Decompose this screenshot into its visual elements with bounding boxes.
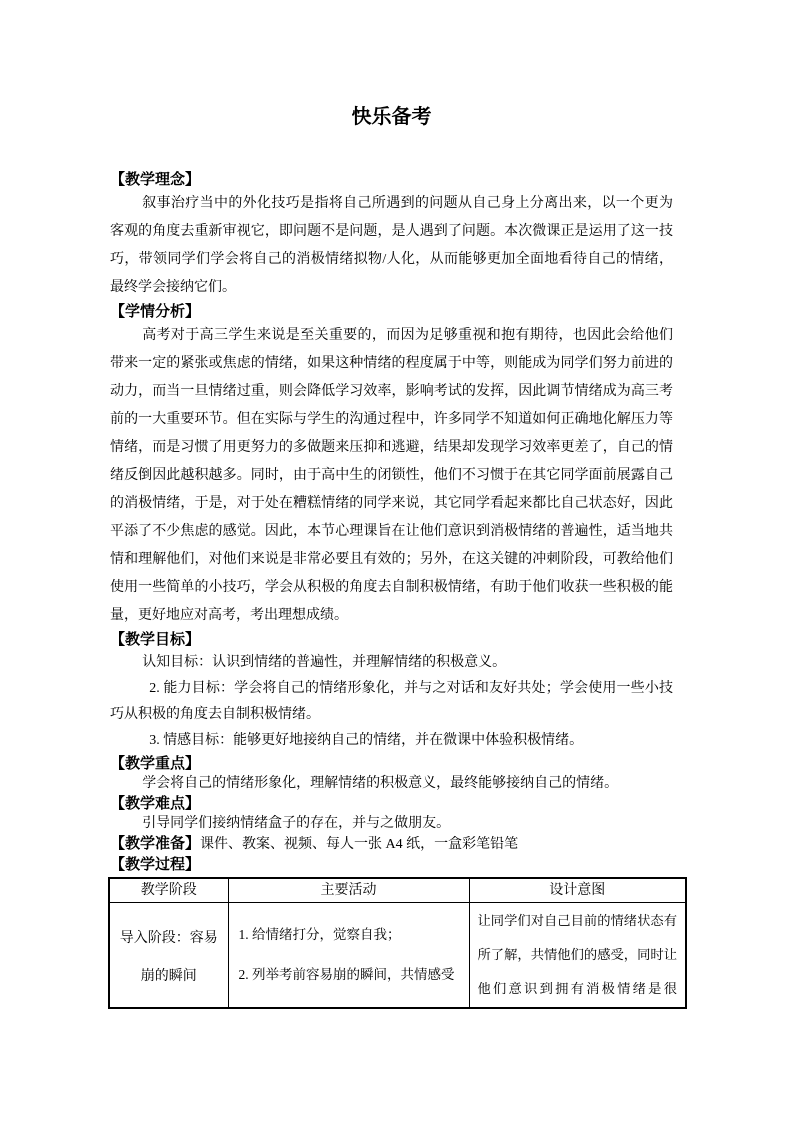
paragraph-teaching-philosophy: 叙事治疗当中的外化技巧是指将自己所遇到的问题从自己身上分离出来，以一个更为客观的角度去重新审视它，即问题不是问题，是人遇到了问题。本次微课正是运用了这一技巧，带领同学们学会将自己的消极情绪拟物/人化，从而能够更加全面地看待自己的情绪，最终学会接纳它们。 xyxy=(110,196,673,295)
table-row xyxy=(109,903,686,1009)
cell-design-intent xyxy=(469,903,686,1009)
section-teaching-philosophy xyxy=(110,170,673,302)
section-heading-student-analysis: 【学情分析】 xyxy=(110,304,201,320)
column-header-main-activities: 主要活动 xyxy=(228,878,469,903)
stage-line-1: 导入阶段：容易 xyxy=(119,931,218,946)
table-header-row xyxy=(109,878,686,903)
paragraph-teaching-key-points: 学会将自己的情绪形象化，理解情绪的积极意义，最终能够接纳自己的情绪。 xyxy=(142,776,619,791)
activity-item-2: 2. 列举考前容易崩的瞬间，共情感受 xyxy=(238,967,455,982)
paragraph-teaching-difficulties: 引导同学们接纳情绪盒子的存在，并与之做朋友。 xyxy=(142,816,451,831)
section-heading-teaching-goals: 【教学目标】 xyxy=(110,632,201,648)
section-teaching-difficulties xyxy=(110,794,673,834)
paragraph-cognitive-goal: 认知目标：认识到情绪的普遍性，并理解情绪的积极意义。 xyxy=(142,655,507,670)
section-heading-teaching-difficulties: 【教学难点】 xyxy=(110,796,201,812)
section-heading-teaching-key-points: 【教学重点】 xyxy=(110,756,201,772)
section-teaching-key-points xyxy=(110,754,673,794)
paragraph-student-analysis: 高考对于高三学生来说是至关重要的，而因为足够重视和抱有期待，也因此会给他们带来一定的紧张或焦虑的情绪，如果这种情绪的程度属于中等，则能成为同学们努力前进的动力，而当一旦情绪过重，则会降低学习效率，影响考试的发挥，因此调节情绪成为高三考前的一大重要环节。但在实际与学生的沟通过程中，许多同学不知道如何正确地化解压力等情绪，而是习惯了用更努力的多做题来压抑和逃避，结果却发现学习效率更差了，自己的情绪反倒因此越积越多。同时，由于高中生的闭锁性，他们不习惯于在其它同学面前展露自己的消极情绪，于是，对于处在糟糕情绪的同学来说，其它同学看起来都比自己状态好，因此平添了不少焦虑的感觉。因此，本节心理课旨在让他们意识到消极情绪的普遍性，适当地共情和理解他们，对他们来说是非常必要且有效的；另外，在这关键的冲刺阶段，可教给他们使用一些简单的小技巧，学会从积极的角度去自制积极情绪，有助于他们收获一些积极的能量，更好地应对高考，考出理想成绩。 xyxy=(110,328,673,623)
cell-main-activities xyxy=(228,903,469,1009)
section-heading-teaching-preparation: 【教学准备】 xyxy=(110,836,201,852)
paragraph-emotion-goal: 3. 情感目标：能够更好地接纳自己的情绪，并在微课中体验积极情绪。 xyxy=(149,733,584,748)
text-teaching-preparation: 课件、教案、视频、每人一张 A4 纸，一盒彩笔铅笔 xyxy=(200,837,519,852)
section-heading-teaching-philosophy: 【教学理念】 xyxy=(110,172,201,188)
section-student-analysis xyxy=(110,302,673,630)
column-header-design-intent: 设计意图 xyxy=(469,878,686,903)
section-teaching-preparation xyxy=(110,834,673,855)
section-heading-teaching-process: 【教学过程】 xyxy=(110,857,201,873)
section-teaching-goals xyxy=(110,630,673,754)
activity-item-1: 1. 给情绪打分，觉察自我； xyxy=(238,927,401,942)
design-intent-text: 让同学们对自己目前的情绪状态有所了解，共情他们的感受，同时让他们意识到拥有消极情绪是很 xyxy=(477,913,677,996)
stage-line-2: 崩的瞬间 xyxy=(140,969,197,984)
page-title: 快乐备考 xyxy=(351,106,432,128)
paragraph-ability-goal: 2. 能力目标：学会将自己的情绪形象化，并与之对话和友好共处；学会使用一些小技巧从积极的角度去自制积极情绪。 xyxy=(110,681,673,722)
cell-teaching-stage xyxy=(109,903,228,1009)
teaching-process-table xyxy=(108,877,687,1009)
column-header-teaching-stage: 教学阶段 xyxy=(109,878,228,903)
